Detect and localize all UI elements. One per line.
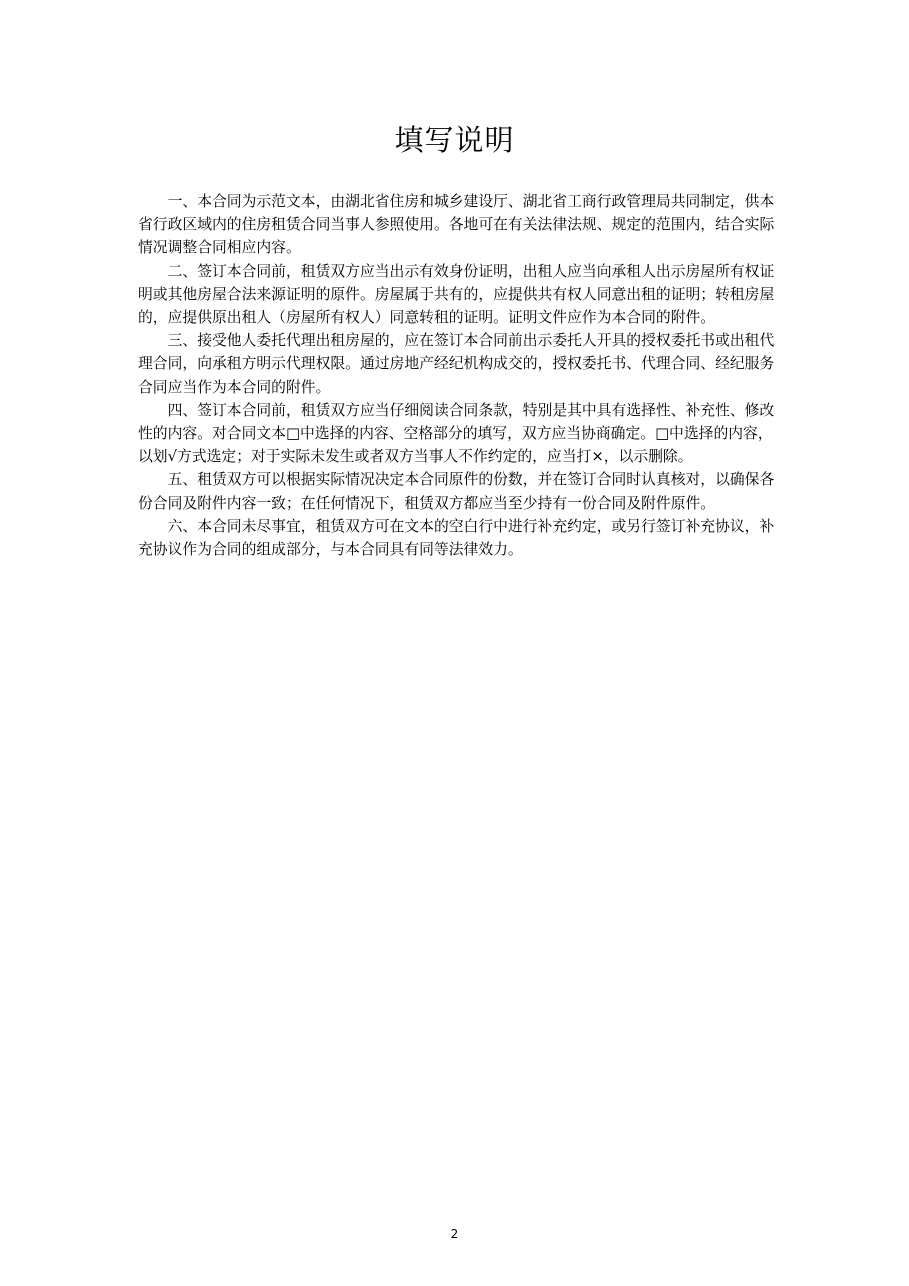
instruction-paragraph-5: 五、租赁双方可以根据实际情况决定本合同原件的份数，并在签订合同时认真核对，以确保各份合同及附件内容一致；在任何情况下，租赁双方都应当至少持有一份合同及附件原件。 <box>138 471 775 512</box>
instruction-paragraph-1: 一、本合同为示范文本，由湖北省住房和城乡建设厅、湖北省工商行政管理局共同制定，供本省行政区域内的住房租赁合同当事人参照使用。各地可在有关法律法规、规定的范围内，结合实际情况调整合同相应内容。 <box>138 193 775 257</box>
instructions-body <box>138 190 782 561</box>
instruction-paragraph-3: 三、接受他人委托代理出租房屋的，应在签订本合同前出示委托人开具的授权委托书或出租代理合同，向承租方明示代理权限。通过房地产经纪机构成交的，授权委托书、代理合同、经纪服务合同应当作为本合同的附件。 <box>138 332 775 396</box>
page-title: 填写说明 <box>394 123 515 157</box>
instruction-paragraph-4: 四、签订本合同前，租赁双方应当仔细阅读合同条款，特别是其中具有选择性、补充性、修改性的内容。对合同文本□中选择的内容、空格部分的填写，双方应当协商确定。□中选择的内容，以划√方式选定；对于实际未发生或者双方当事人不作约定的，应当打×，以示删除。 <box>138 401 775 466</box>
page-number: 2 <box>450 1227 459 1241</box>
instruction-paragraph-2: 二、签订本合同前，租赁双方应当出示有效身份证明，出租人应当向承租人出示房屋所有权证明或其他房屋合法来源证明的原件。房屋属于共有的，应提供共有权人同意出租的证明；转租房屋的，应提供原出租人（房屋所有权人）同意转租的证明。证明文件应作为本合同的附件。 <box>138 262 775 327</box>
instruction-paragraph-6: 六、本合同未尽事宜，租赁双方可在文本的空白行中进行补充约定，或另行签订补充协议，补充协议作为合同的组成部分，与本合同具有同等法律效力。 <box>138 517 775 559</box>
